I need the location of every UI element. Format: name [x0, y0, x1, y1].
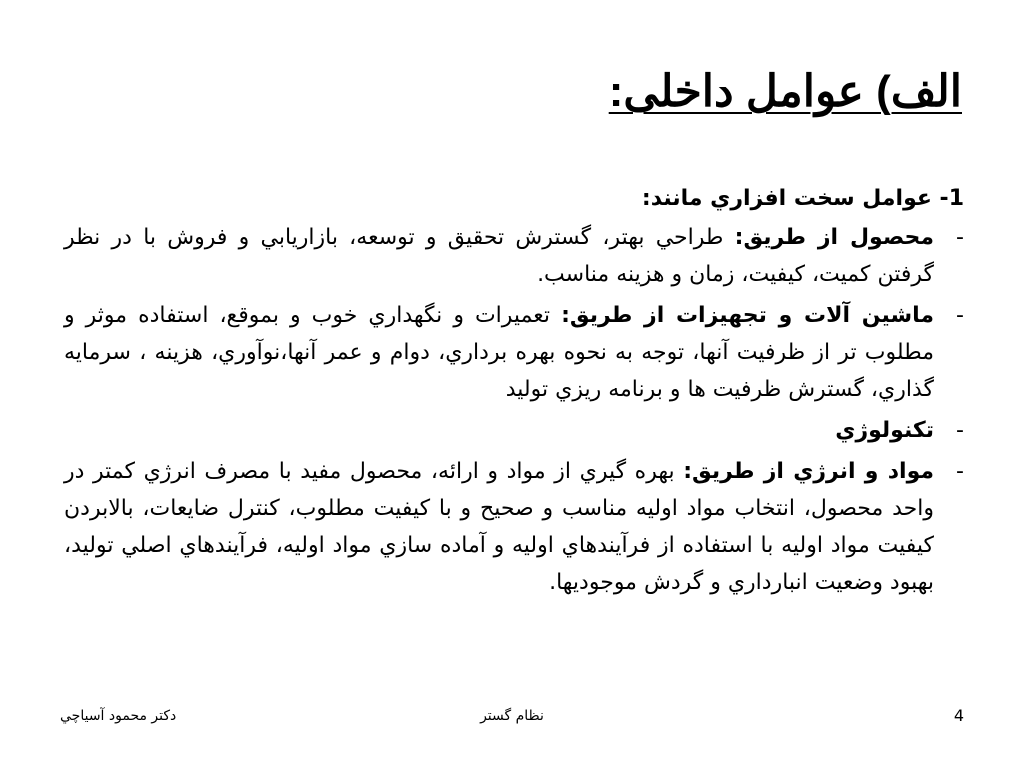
bullet-dash: -	[956, 418, 964, 443]
bullet-item-technology	[64, 412, 964, 449]
bullet-item-machinery	[64, 297, 964, 408]
slide-title: الف) عوامل داخلی:	[608, 67, 962, 116]
bullet-lead: ماشين آلات و تجهيزات از طريق:	[561, 303, 934, 328]
section-heading: 1- عوامل سخت افزاري مانند:	[641, 186, 964, 211]
bullet-lead: مواد و انرژي از طريق:	[683, 459, 934, 484]
bullet-item-product	[64, 219, 964, 293]
bullet-text: تعميرات و نگهداري خوب و بموقع، استفاده موثر و مطلوب تر از ظرفيت آنها، توجه به نحوه بهره برداري، دوام و عمر آنها،نوآوري، هزينه ، سرمايه گذاري، گسترش ظرفيت ها و برنامه ريزي توليد	[64, 303, 934, 402]
bullet-lead: محصول از طريق:	[734, 225, 934, 250]
footer-author: دكتر محمود آسياچي	[60, 708, 177, 724]
bullet-lead: تكنولوژي	[835, 418, 934, 443]
bullet-item-materials-energy	[64, 453, 964, 601]
bullet-text: بهره گيري از مواد و ارائه، محصول مفيد با مصرف انرژي كمتر در واحد محصول، انتخاب مواد اوليه مناسب و صحيح و با كيفيت مطلوب، كنترل ضايعات، بالابردن كيفيت مواد اوليه با استفاده از فرآيندهاي اوليه و آماده سازي مواد اوليه، فرآيندهاي اصلي توليد، بهبود وضعيت انبارداري و گردش موجوديها.	[64, 459, 934, 595]
footer-page-number: 4	[953, 706, 964, 725]
slide-body	[64, 180, 964, 605]
bullet-dash: -	[956, 459, 964, 484]
bullet-text: طراحي بهتر، گسترش تحقيق و توسعه، بازاريابي و فروش با در نظر گرفتن كميت، كيفيت، زمان و هزينه مناسب.	[64, 225, 934, 287]
footer-course: نظام گستر	[480, 708, 544, 724]
bullet-dash: -	[956, 225, 964, 250]
bullet-dash: -	[956, 303, 964, 328]
